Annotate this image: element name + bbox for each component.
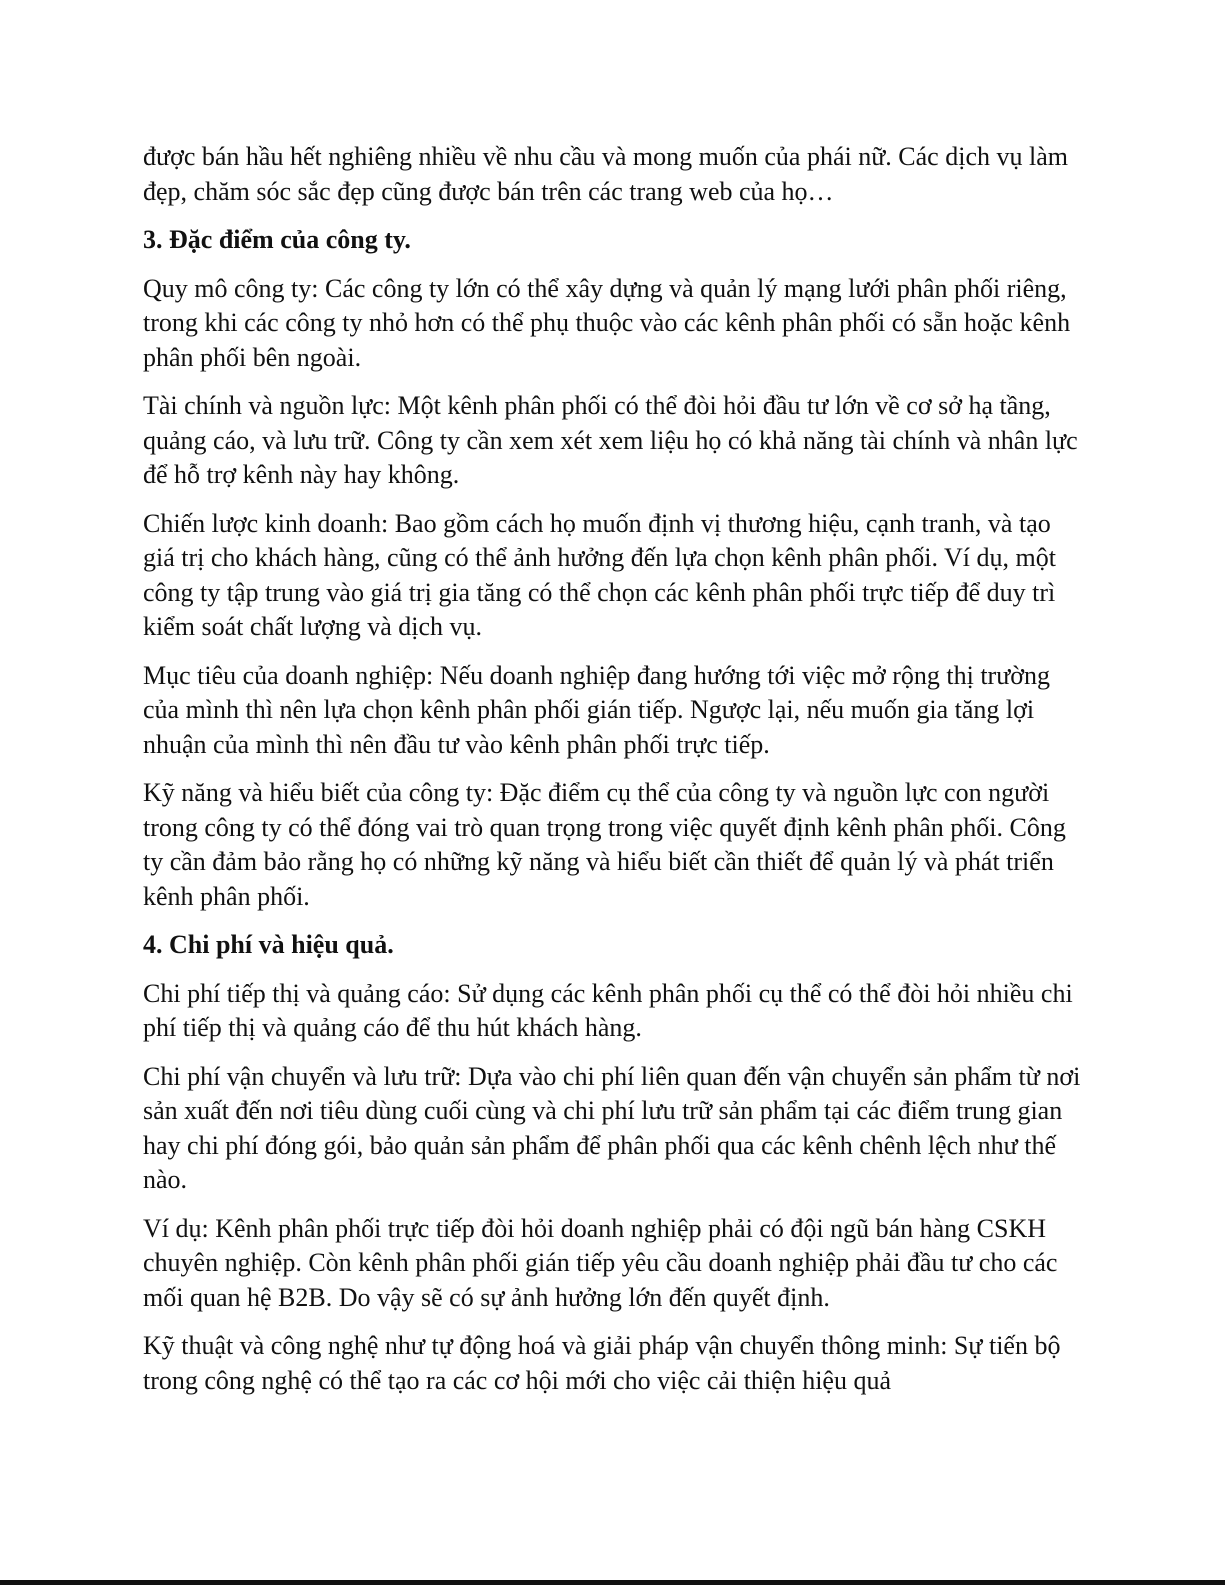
paragraph-shipping-storage-cost: Chi phí vận chuyển và lưu trữ: Dựa vào chi phí liên quan đến vận chuyển sản phẩm từ nơi sản xuất đến nơi tiêu dùng cuối cùng và chi phí lưu trữ sản phẩm tại các điểm trung gian hay chi phí đóng gói, bảo quản sản phẩm để phân phối qua các kênh chênh lệch như thế nào. bbox=[143, 1061, 1081, 1194]
paragraph-example: Ví dụ: Kênh phân phối trực tiếp đòi hỏi doanh nghiệp phải có đội ngũ bán hàng CSKH chuyên nghiệp. Còn kênh phân phối gián tiếp yêu cầu doanh nghiệp phải đầu tư cho các mối quan hệ B2B. Do vậy sẽ có sự ảnh hưởng lớn đến quyết định. bbox=[143, 1213, 1058, 1312]
page-bottom-edge bbox=[0, 1580, 1225, 1585]
paragraph-finance-resources: Tài chính và nguồn lực: Một kênh phân phối có thể đòi hỏi đầu tư lớn về cơ sở hạ tầng, quảng cáo, và lưu trữ. Công ty cần xem xét xem liệu họ có khả năng tài chính và nhân lực để hỗ trợ kênh này hay không. bbox=[143, 391, 1078, 489]
page-content bbox=[143, 140, 1083, 1412]
paragraph-continued: được bán hầu hết nghiêng nhiều về nhu cầu và mong muốn của phái nữ. Các dịch vụ làm đẹp, chăm sóc sắc đẹp cũng được bán trên các trang web của họ… bbox=[143, 142, 1068, 206]
paragraph-skills-knowledge: Kỹ năng và hiểu biết của công ty: Đặc điểm cụ thể của công ty và nguồn lực con người trong công ty có thể đóng vai trò quan trọng trong việc quyết định kênh phân phối. Công ty cần đảm bảo rằng họ có những kỹ năng và hiểu biết cần thiết để quản lý và phát triển kênh phân phối. bbox=[143, 778, 1066, 911]
paragraph-business-strategy: Chiến lược kinh doanh: Bao gồm cách họ muốn định vị thương hiệu, cạnh tranh, và tạo giá trị cho khách hàng, cũng có thể ảnh hưởng đến lựa chọn kênh phân phối. Ví dụ, một công ty tập trung vào giá trị gia tăng có thể chọn các kênh phân phối trực tiếp để duy trì kiểm soát chất lượng và dịch vụ. bbox=[143, 508, 1056, 641]
paragraph-company-size: Quy mô công ty: Các công ty lớn có thể xây dựng và quản lý mạng lưới phân phối riêng, trong khi các công ty nhỏ hơn có thể phụ thuộc vào các kênh phân phối có sẵn hoặc kênh phân phối bên ngoài. bbox=[143, 273, 1071, 372]
paragraph-technology: Kỹ thuật và công nghệ như tự động hoá và giải pháp vận chuyển thông minh: Sự tiến bộ trong công nghệ có thể tạo ra các cơ hội mới cho việc cải thiện hiệu quả bbox=[143, 1331, 1061, 1395]
paragraph-marketing-cost: Chi phí tiếp thị và quảng cáo: Sử dụng các kênh phân phối cụ thể có thể đòi hỏi nhiều chi phí tiếp thị và quảng cáo để thu hút khách hàng. bbox=[143, 978, 1073, 1042]
heading-company-characteristics: 3. Đặc điểm của công ty. bbox=[143, 225, 411, 254]
paragraph-business-goals: Mục tiêu của doanh nghiệp: Nếu doanh nghiệp đang hướng tới việc mở rộng thị trường của mình thì nên lựa chọn kênh phân phối gián tiếp. Ngược lại, nếu muốn gia tăng lợi nhuận của mình thì nên đầu tư vào kênh phân phối trực tiếp. bbox=[143, 660, 1051, 759]
heading-cost-efficiency: 4. Chi phí và hiệu quả. bbox=[143, 930, 394, 959]
